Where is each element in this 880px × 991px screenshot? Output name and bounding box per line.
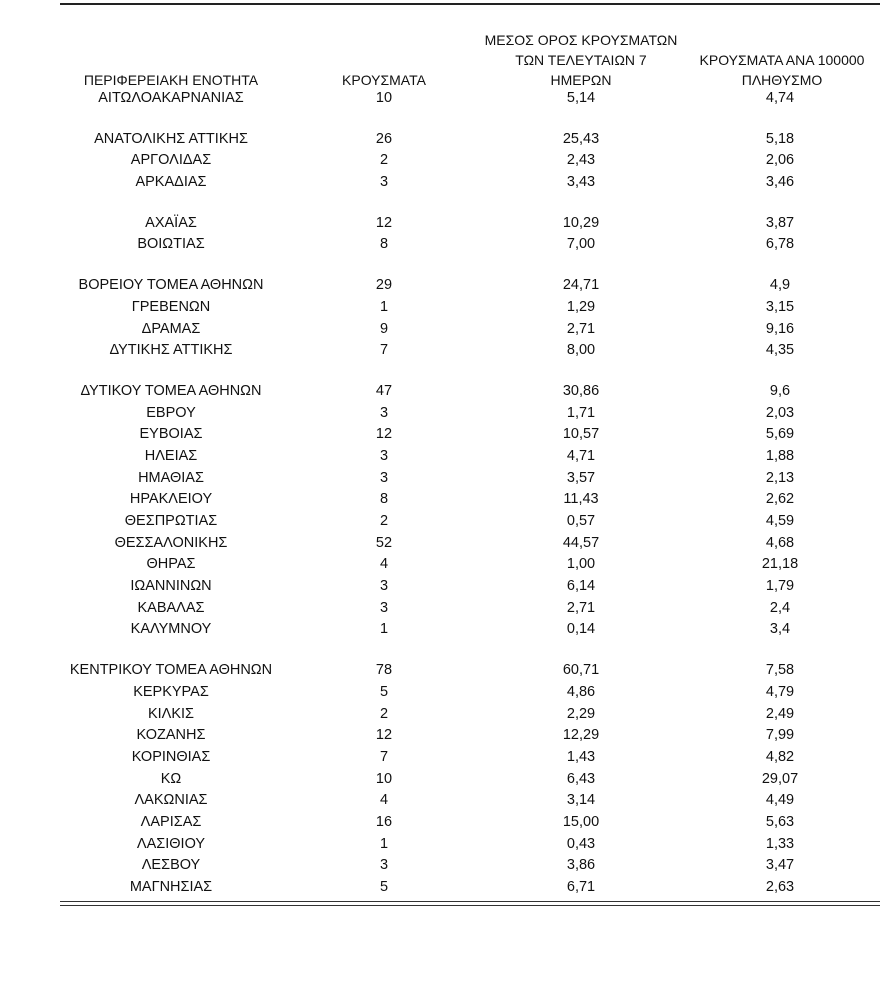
cell-per-100000: 4,49 [765,792,795,809]
table-body [60,88,880,899]
cell-per-100000: 4,74 [765,90,795,106]
cell-per-100000: 7,58 [765,662,795,679]
cell-region: ΘΕΣΣΑΛΟΝΙΚΗΣ [114,534,228,551]
table-row [60,424,880,446]
cell-per-100000: 4,9 [769,277,791,294]
cell-cases: 5 [379,683,389,700]
cases-table [60,20,880,899]
cell-cases: 16 [375,813,393,830]
cell-per-100000: 9,16 [765,320,795,337]
cell-avg: 4,86 [566,683,596,700]
cell-per-100000: 1,33 [765,835,795,852]
cell-region: ΚΙΛΚΙΣ [147,705,195,722]
cell-per-100000: 9,6 [769,382,791,399]
cell-region: ΔΥΤΙΚΗΣ ΑΤΤΙΚΗΣ [109,342,233,359]
cell-region: ΗΜΑΘΙΑΣ [138,469,204,486]
cell-region: ΔΡΑΜΑΣ [141,320,201,337]
cell-avg: 1,71 [566,404,596,421]
table-row [60,855,880,877]
cell-avg: 6,43 [566,770,596,787]
table-row [60,769,880,791]
table-row [60,88,880,110]
table-row [60,297,880,319]
cell-cases: 3 [379,174,389,191]
cell-cases: 3 [379,404,389,421]
cell-cases: 2 [379,705,389,722]
cell-avg: 2,71 [566,320,596,337]
cell-per-100000: 2,03 [765,404,795,421]
cell-cases: 4 [379,556,389,573]
cell-region: ΔΥΤΙΚΟΥ ΤΟΜΕΑ ΑΘΗΝΩΝ [80,382,262,399]
cell-per-100000: 1,79 [765,578,795,595]
cell-region: ΑΧΑΪΑΣ [145,214,197,231]
table-row [60,619,880,641]
cell-avg: 12,29 [562,727,600,744]
cell-per-100000: 2,62 [765,491,795,508]
cell-cases: 26 [375,130,393,147]
cell-avg: 3,86 [566,857,596,874]
table-row [60,489,880,511]
cell-region: ΗΛΕΙΑΣ [144,447,198,464]
cell-cases: 1 [379,835,389,852]
cell-per-100000: 3,15 [765,298,795,315]
table-row [60,403,880,425]
cell-region: ΑΡΚΑΔΙΑΣ [135,174,207,191]
cell-per-100000: 4,68 [765,534,795,551]
header-cases: ΚΡΟΥΣΜΑΤΑ [342,72,426,88]
cell-cases: 47 [375,382,393,399]
cell-region: ΚΟΡΙΝΘΙΑΣ [131,748,211,765]
cell-per-100000: 3,46 [765,174,795,191]
cell-region: ΒΟΙΩΤΙΑΣ [137,236,205,253]
cell-per-100000: 1,88 [765,447,795,464]
cell-avg: 10,57 [562,426,600,443]
cell-cases: 12 [375,214,393,231]
cell-avg: 7,00 [566,236,596,253]
cell-avg: 24,71 [562,277,600,294]
cell-region: ΗΡΑΚΛΕΙΟΥ [129,491,213,508]
cell-region: ΚΕΡΚΥΡΑΣ [133,683,209,700]
cell-per-100000: 5,69 [765,426,795,443]
table-row [60,576,880,598]
table-row [60,834,880,856]
table-row [60,660,880,682]
table-row [60,598,880,620]
cell-cases: 5 [379,879,389,895]
cell-region: ΑΝΑΤΟΛΙΚΗΣ ΑΤΤΙΚΗΣ [94,130,248,147]
cell-region: ΚΩ [160,770,182,787]
cell-region: ΚΟΖΑΝΗΣ [136,727,206,744]
header-avg-7-days: ΜΕΣΟΣ ΟΡΟΣ ΚΡΟΥΣΜΑΤΩΝ ΤΩΝ ΤΕΛΕΥΤΑΙΩΝ 7 ΗΜΕΡΩΝ [484,32,678,88]
table-row [60,511,880,533]
cell-region: ΙΩΑΝΝΙΝΩΝ [130,578,212,595]
cell-region: ΑΡΓΟΛΙΔΑΣ [130,152,212,169]
cell-cases: 8 [379,491,389,508]
cell-region: ΑΙΤΩΛΟΑΚΑΡΝΑΝΙΑΣ [98,90,244,106]
table-header [60,20,880,88]
cell-avg: 1,29 [566,298,596,315]
cell-per-100000: 3,47 [765,857,795,874]
cell-cases: 3 [379,447,389,464]
cell-cases: 78 [375,662,393,679]
cell-per-100000: 4,82 [765,748,795,765]
cell-cases: 12 [375,426,393,443]
table-row [60,790,880,812]
cell-cases: 3 [379,599,389,616]
cell-per-100000: 29,07 [761,770,799,787]
cell-region: ΒΟΡΕΙΟΥ ΤΟΜΕΑ ΑΘΗΝΩΝ [78,277,264,294]
table-row [60,554,880,576]
table-row [60,275,880,297]
cell-region: ΕΥΒΟΙΑΣ [139,426,203,443]
cell-cases: 3 [379,578,389,595]
cell-avg: 0,57 [566,513,596,529]
table-row [60,172,880,194]
cell-avg: 4,71 [566,447,596,464]
table-row [60,381,880,403]
cell-per-100000: 5,63 [765,813,795,830]
cell-per-100000: 2,63 [765,879,795,895]
table-row [60,213,880,235]
cell-cases: 12 [375,727,393,744]
cell-per-100000: 2,49 [765,705,795,722]
cell-region: ΘΗΡΑΣ [146,556,196,573]
cell-region: ΚΑΛΥΜΝΟΥ [130,621,212,638]
table-row [60,812,880,834]
cell-per-100000: 7,99 [765,727,795,744]
cell-avg: 60,71 [562,662,600,679]
cell-avg: 25,43 [562,130,600,147]
cell-cases: 29 [375,277,393,294]
cell-avg: 15,00 [562,813,600,830]
cell-region: ΚΑΒΑΛΑΣ [137,599,205,616]
cell-per-100000: 3,87 [765,214,795,231]
cell-cases: 2 [379,152,389,169]
cell-cases: 3 [379,857,389,874]
cell-cases: 4 [379,792,389,809]
table-row [60,877,880,899]
table-row [60,468,880,490]
cell-per-100000: 5,18 [765,130,795,147]
cell-cases: 1 [379,621,389,638]
cell-region: ΚΕΝΤΡΙΚΟΥ ΤΟΜΕΑ ΑΘΗΝΩΝ [69,662,273,679]
cell-region: ΕΒΡΟΥ [146,404,196,421]
cell-avg: 30,86 [562,382,600,399]
cell-per-100000: 4,35 [765,342,795,359]
cell-per-100000: 21,18 [761,556,799,573]
header-per-100000: ΚΡΟΥΣΜΑΤΑ ΑΝΑ 100000 ΠΛΗΘΥΣΜΟ [699,52,865,88]
table-row [60,319,880,341]
cell-region: ΛΑΣΙΘΙΟΥ [136,835,206,852]
cell-avg: 1,00 [566,556,596,573]
cell-region: ΛΑΡΙΣΑΣ [140,813,202,830]
cell-cases: 52 [375,534,393,551]
cell-avg: 2,43 [566,152,596,169]
cell-cases: 10 [375,90,393,106]
cell-avg: 11,43 [563,491,599,508]
cell-region: ΓΡΕΒΕΝΩΝ [131,298,211,315]
cell-avg: 8,00 [566,342,596,359]
cell-per-100000: 2,06 [765,152,795,169]
cell-avg: 2,29 [566,705,596,722]
cell-cases: 10 [375,770,393,787]
header-region: ΠΕΡΙΦΕΡΕΙΑΚΗ ΕΝΟΤΗΤΑ [83,72,259,88]
cell-avg: 1,43 [566,748,596,765]
cell-avg: 10,29 [562,214,600,231]
table-row [60,533,880,555]
table-row [60,682,880,704]
bottom-rule [60,901,880,906]
cell-cases: 3 [379,469,389,486]
cell-avg: 5,14 [566,90,596,106]
table-row [60,234,880,256]
cell-avg: 6,14 [566,578,596,595]
table-row [60,150,880,172]
cell-cases: 2 [379,513,389,529]
cell-avg: 0,14 [566,621,596,638]
table-row [60,340,880,362]
table-row [60,129,880,151]
cell-per-100000: 4,79 [765,683,795,700]
cell-cases: 7 [379,342,389,359]
cell-cases: 1 [379,298,389,315]
cell-avg: 6,71 [566,879,596,895]
cell-avg: 44,57 [562,534,600,551]
cell-cases: 8 [379,236,389,253]
table-row [60,747,880,769]
table-row [60,446,880,468]
cell-per-100000: 4,59 [765,513,795,529]
cell-per-100000: 6,78 [765,236,795,253]
cell-region: ΘΕΣΠΡΩΤΙΑΣ [124,513,218,529]
cell-avg: 3,57 [566,469,596,486]
cell-cases: 7 [379,748,389,765]
cell-per-100000: 3,4 [769,621,791,638]
cell-region: ΜΑΓΝΗΣΙΑΣ [129,879,213,895]
cell-avg: 3,14 [566,792,596,809]
cell-avg: 0,43 [566,835,596,852]
cell-region: ΛΑΚΩΝΙΑΣ [134,792,208,809]
table-row [60,704,880,726]
cell-cases: 9 [379,320,389,337]
table-row [60,725,880,747]
cell-avg: 2,71 [566,599,596,616]
cell-avg: 3,43 [566,174,596,191]
top-rule [60,3,880,5]
cell-region: ΛΕΣΒΟΥ [141,857,201,874]
cell-per-100000: 2,13 [765,469,795,486]
cell-per-100000: 2,4 [769,599,791,616]
